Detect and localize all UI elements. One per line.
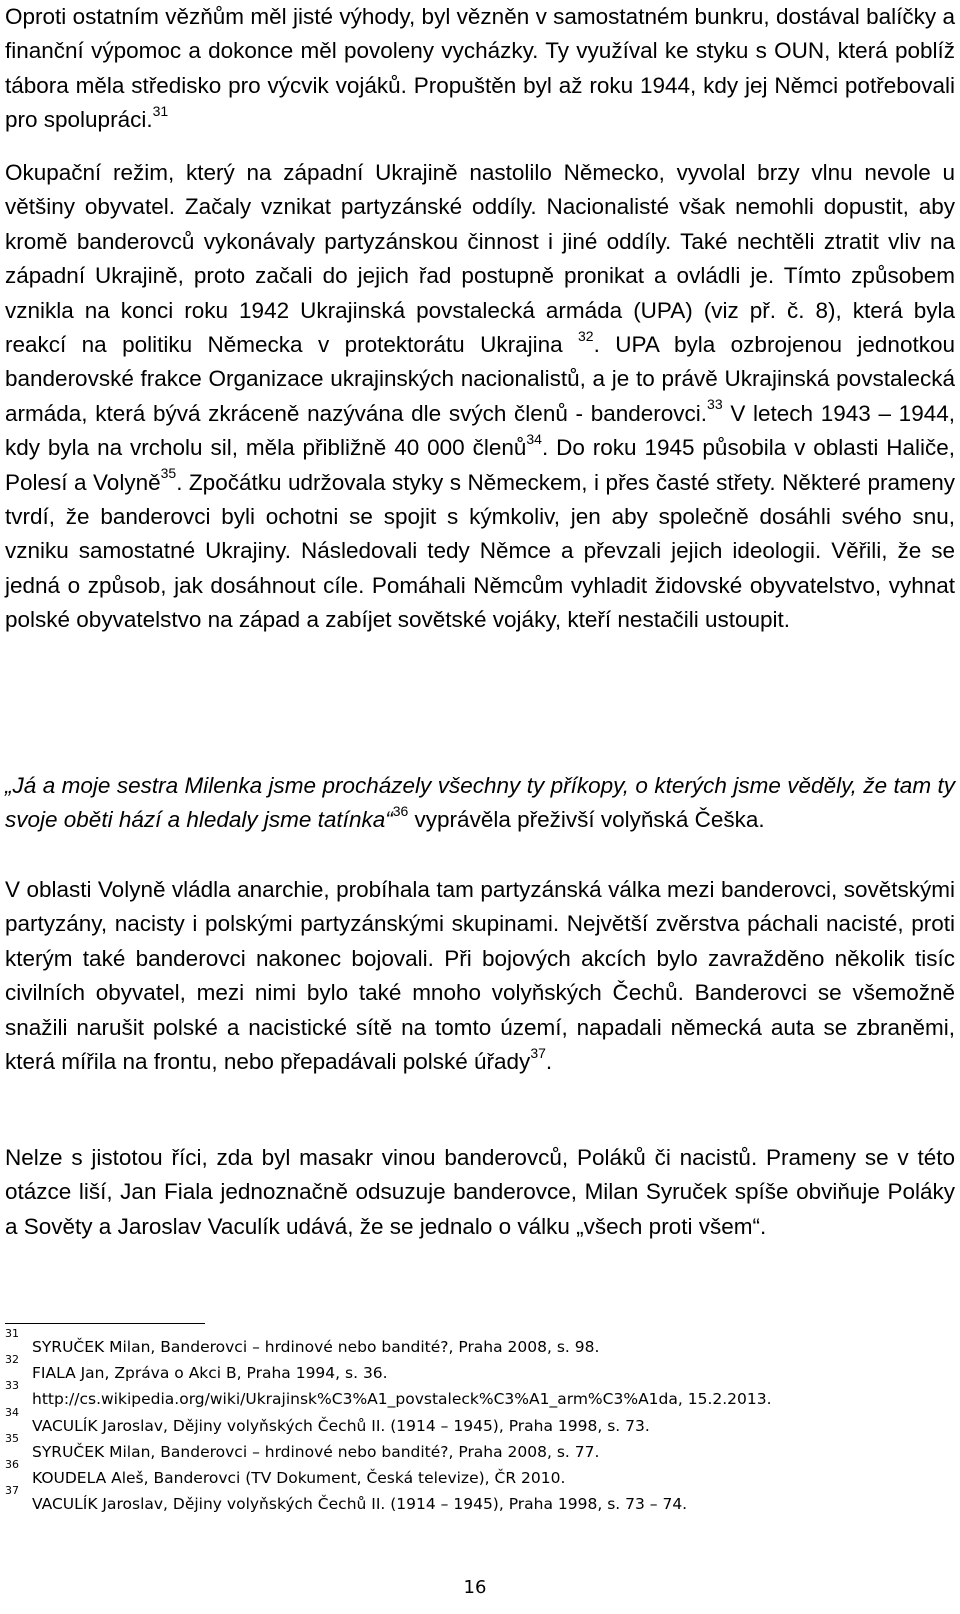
footnotes-list xyxy=(5,1327,955,1517)
footnote-ref: 36 xyxy=(392,802,409,819)
page-number: 16 xyxy=(463,1577,487,1598)
footnote-item xyxy=(5,1431,955,1465)
footnote-ref: 37 xyxy=(530,1044,546,1061)
paragraph-text: Nelze s jistotou říci, zda byl masakr vinou banderovců, Poláků či nacistů. Prameny se v této otázce liší, Jan Fiala jednoznačně odsuzuje banderovce, Milan Syruček spíše obviňuje Poláky a Sověty a Jaroslav Vaculík udává, že se jednalo o válku „všech proti všem“. xyxy=(5,1145,955,1239)
footnote-number: 35 xyxy=(5,1431,19,1445)
footnote-number: 34 xyxy=(5,1405,19,1419)
paragraph-text: . xyxy=(545,1049,553,1075)
footnote-item xyxy=(5,1379,955,1412)
paragraph-text: . Zpočátku udržovala styky s Německem, i přes časté střety. Některé prameny tvrdí, že banderovci byli ochotni se spojit s kýmkoliv, jen aby společně dosáhli svého snu, vzniku samostatné Ukrajiny. Následovali tedy Němce a převzali jejich ideologii. Věřili, že se jedná o způsob, jak dosáhnout cíle. Pomáhali Němcům vyhladit židovské obyvatelstvo, vyhnat polské obyvatelstvo na západ a zabíjet sovětské vojáky, kteří nestačili ustoupit. xyxy=(5,469,956,633)
footnote-ref: 35 xyxy=(160,465,177,482)
paragraph-text: Okupační režim, který na západní Ukrajině nastolilo Německo, vyvolal brzy vlnu nevole u většiny obyvatel. Začaly vznikat partyzánské oddíly. Nacionalisté však nemohli dopustit, aby kromě banderovců vykonávaly partyzánskou činnost i jiné oddíly. Také nechtěli ztratit vliv na západní Ukrajině, proto začali do jejich řad postupně pronikat a ovládli je. Tímto způsobem vznikla na konci roku 1942 Ukrajinská povstalecká armáda (UPA) (viz př. č. 8), která byla reakcí na politiku Německa v protektorátu Ukrajina xyxy=(5,160,955,358)
paragraph-text: V letech 1943 – 1944, kdy byla na vrcholu sil, měla přibližně 40 000 členů xyxy=(5,400,955,461)
document-page xyxy=(5,0,955,1614)
footnote-item xyxy=(5,1457,955,1491)
footnote-ref: 34 xyxy=(526,430,542,447)
footnote-text: SYRUČEK Milan, Banderovci – hrdinové nebo bandité?, Praha 2008, s. 98. xyxy=(32,1338,600,1356)
footnote-number: 36 xyxy=(5,1457,19,1471)
paragraph-text: vyprávěla přeživší volyňská Češka. xyxy=(408,807,765,833)
quote-text: „Já a moje sestra Milenka jsme procházely všechny ty příkopy, o kterých jsme věděly, že tam ty svoje oběti hází a hledaly jsme tatínka“ xyxy=(5,773,955,833)
paragraph-text: Oproti ostatním vězňům měl jisté výhody, byl vězněn v samostatném bunkru, dostával balíčky a finanční výpomoc a dokonce měl povoleny vycházky. Ty využíval ke styku s OUN, která poblíž tábora měla středisko pro výcvik vojáků. Propuštěn byl až roku 1944, kdy jej Němci potřebovali pro spolupráci. xyxy=(5,4,955,133)
paragraph-2 xyxy=(5,156,955,638)
footnote-item xyxy=(5,1405,955,1439)
paragraph-text: V oblasti Volyně vládla anarchie, probíhala tam partyzánská válka mezi banderovci, sovětskými partyzány, nacisty i polskými partyzánskými skupinami. Největší zvěrstva páchali nacisté, proti kterým také banderovci nakonec bojovali. Při bojových akcích bylo zavražděno několik tisíc civilních obyvatel, mezi nimi bylo také mnoho volyňských Čechů. Banderovci se všemožně snažili narušit polské a nacistické sítě na tomto území, napadali německá auta se zbraněmi, která mířila na frontu, nebo přepadávali polské úřady xyxy=(5,877,955,1075)
footnote-number: 31 xyxy=(5,1327,19,1340)
paragraph-1 xyxy=(5,0,955,138)
footnote-item xyxy=(5,1353,955,1386)
footnote-item xyxy=(5,1484,955,1517)
paragraph-5 xyxy=(5,1141,955,1244)
footnote-link[interactable]: http://cs.wikipedia.org/wiki/Ukrajinsk%C3%A1_povstaleck%C3%A1_arm%C3%A1da, 15.2.2013. xyxy=(32,1390,772,1409)
footnote-text: SYRUČEK Milan, Banderovci – hrdinové nebo bandité?, Praha 2008, s. 77. xyxy=(32,1442,600,1461)
footnote-text: KOUDELA Aleš, Banderovci (TV Dokument, Česká televize), ČR 2010. xyxy=(32,1468,566,1487)
footnote-text: FIALA Jan, Zpráva o Akci B, Praha 1994, s. 36. xyxy=(32,1364,388,1383)
footnote-number: 32 xyxy=(5,1353,19,1367)
footnote-ref: 33 xyxy=(707,396,723,413)
paragraph-4 xyxy=(5,873,955,1079)
footnote-text: VACULÍK Jaroslav, Dějiny volyňských Čechů II. (1914 – 1945), Praha 1998, s. 73. xyxy=(32,1416,650,1435)
footnote-separator xyxy=(5,1323,205,1324)
paragraph-text: . Do roku 1945 působila v oblasti Haliče, Polesí a Volyně xyxy=(5,435,955,495)
footnote-number: 37 xyxy=(5,1484,19,1498)
paragraph-text: . UPA byla ozbrojenou jednotkou banderovské frakce Organizace ukrajinských nacionalistů, a je to právě Ukrajinská povstalecká armáda, která bývá zkráceně nazývána dle svých členů - banderovci. xyxy=(5,332,955,426)
footnote-item xyxy=(5,1327,955,1360)
footnote-ref: 32 xyxy=(578,327,594,344)
quote-paragraph xyxy=(5,769,955,838)
footnote-number: 33 xyxy=(5,1379,19,1393)
footnote-text: VACULÍK Jaroslav, Dějiny volyňských Čechů II. (1914 – 1945), Praha 1998, s. 73 – 74. xyxy=(32,1495,688,1514)
footnote-ref: 31 xyxy=(152,102,169,119)
